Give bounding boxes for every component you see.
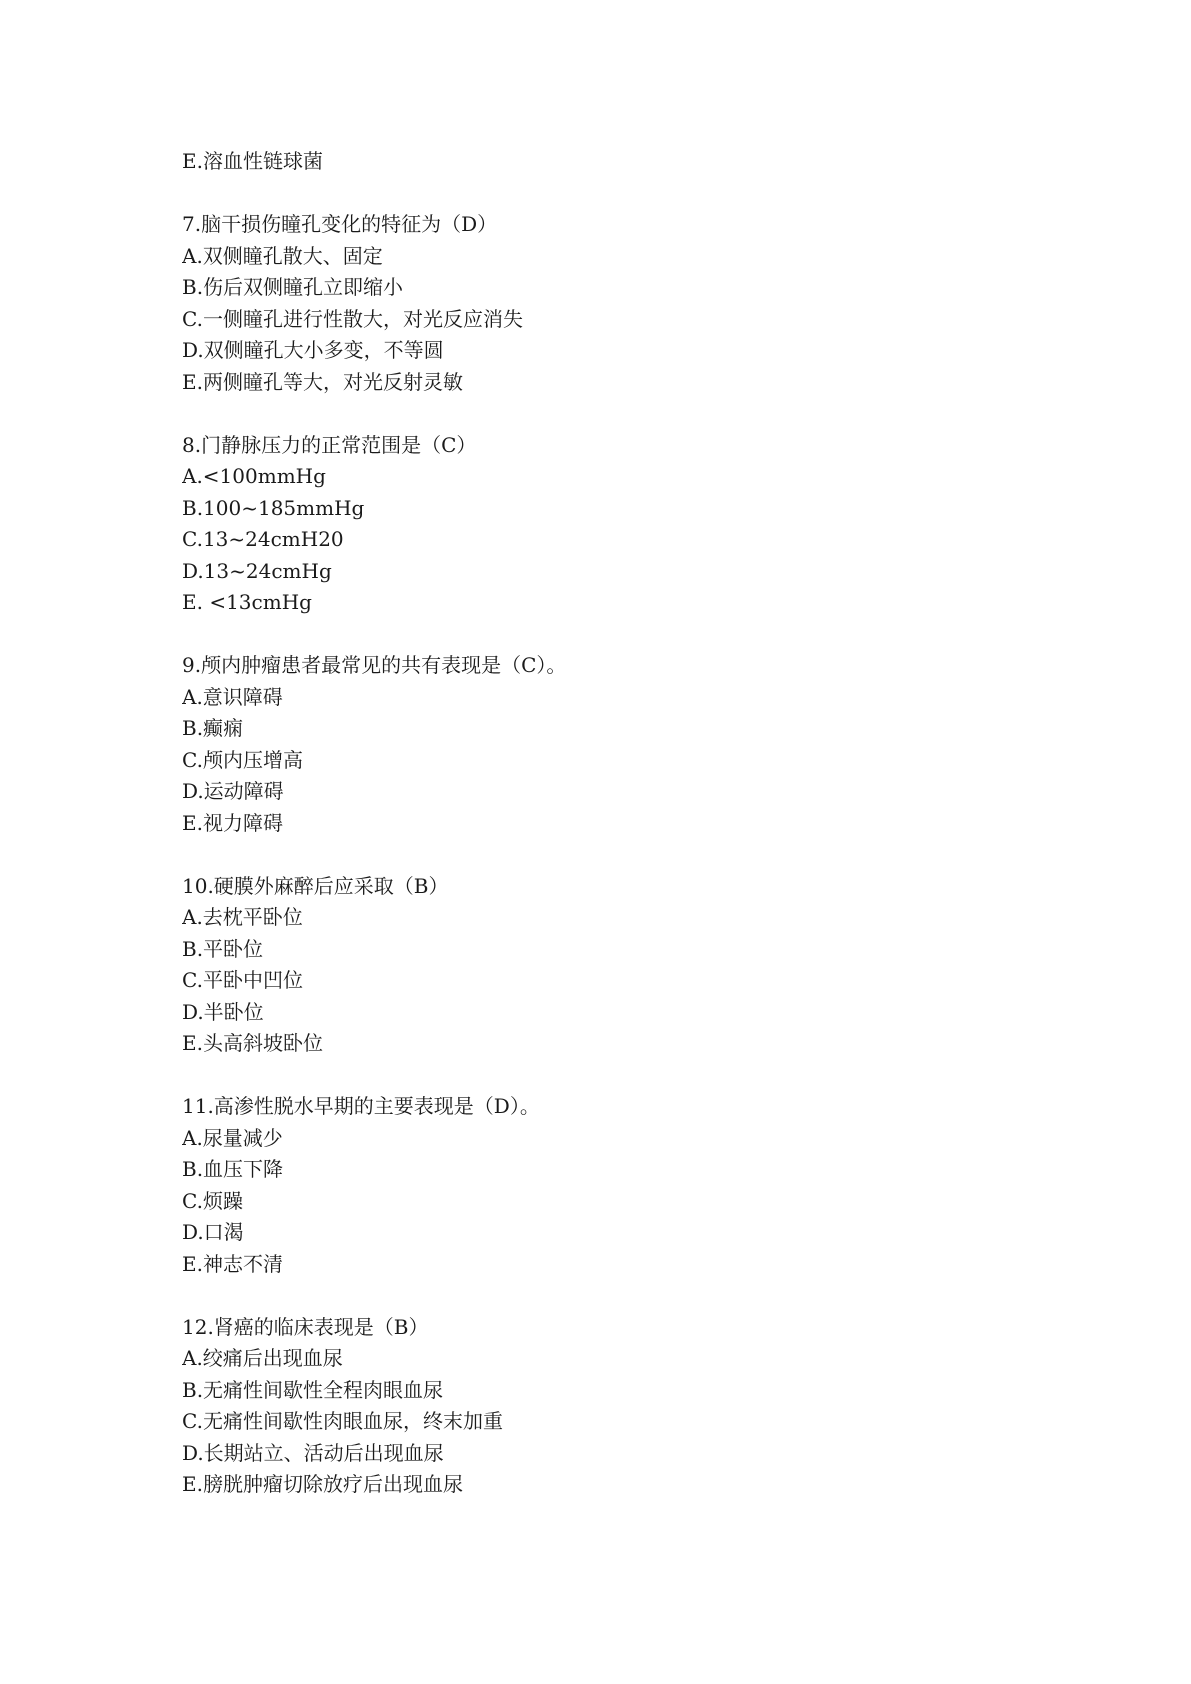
question-stem: 12.肾癌的临床表现是（B） bbox=[182, 1314, 429, 1339]
option-c: C.颅内压增高 bbox=[182, 747, 303, 772]
option-d: D.半卧位 bbox=[182, 999, 264, 1024]
question-stem: 10.硬膜外麻醉后应采取（B） bbox=[182, 873, 449, 898]
option-b: B.无痛性间歇性全程肉眼血尿 bbox=[182, 1377, 444, 1402]
question-list bbox=[182, 146, 1082, 1501]
option-a: A.意识障碍 bbox=[182, 684, 283, 709]
option-e: E. <13cmHg bbox=[182, 590, 312, 614]
question-stem: 7.脑干损伤瞳孔变化的特征为（D） bbox=[182, 212, 498, 236]
option-b: B.平卧位 bbox=[182, 936, 264, 961]
question-9 bbox=[182, 650, 1082, 839]
question-12 bbox=[182, 1312, 1082, 1501]
option-a: A.绞痛后出现血尿 bbox=[182, 1346, 343, 1370]
option-c: C.烦躁 bbox=[182, 1188, 243, 1213]
question-stem: 11.高渗性脱水早期的主要表现是（D）。 bbox=[182, 1094, 540, 1118]
option-e: E.两侧瞳孔等大，对光反射灵敏 bbox=[182, 369, 463, 394]
option-b: B.伤后双侧瞳孔立即缩小 bbox=[182, 275, 404, 299]
option-b: B.血压下降 bbox=[182, 1157, 284, 1181]
option-c: C.一侧瞳孔进行性散大，对光反应消失 bbox=[182, 306, 523, 331]
continuation-option: E.溶血性链球菌 bbox=[182, 149, 323, 173]
option-d: D.长期站立、活动后出现血尿 bbox=[182, 1440, 444, 1465]
question-stem: 9.颅内肿瘤患者最常见的共有表现是（C）。 bbox=[182, 653, 567, 677]
question-spacer bbox=[182, 178, 1082, 210]
option-d: D.13~24cmHg bbox=[182, 558, 332, 583]
option-a: A.尿量减少 bbox=[182, 1125, 283, 1150]
question-spacer bbox=[182, 398, 1082, 430]
option-d: D.运动障碍 bbox=[182, 779, 284, 803]
question-spacer bbox=[182, 1280, 1082, 1312]
question-8 bbox=[182, 430, 1082, 619]
option-c: C.平卧中凹位 bbox=[182, 968, 303, 992]
option-b: B.100~185mmHg bbox=[182, 495, 365, 520]
option-e: E.膀胱肿瘤切除放疗后出现血尿 bbox=[182, 1472, 463, 1496]
option-d: D.双侧瞳孔大小多变，不等圆 bbox=[182, 338, 444, 362]
question-spacer bbox=[182, 619, 1082, 651]
option-e: E.头高斜坡卧位 bbox=[182, 1031, 323, 1055]
option-b: B.癫痫 bbox=[182, 716, 244, 740]
option-a: A.双侧瞳孔散大、固定 bbox=[182, 243, 383, 268]
question-stem: 8.门静脉压力的正常范围是（C） bbox=[182, 432, 477, 457]
option-c: C.13~24cmH20 bbox=[182, 527, 344, 551]
question-spacer bbox=[182, 839, 1082, 871]
option-d: D.口渴 bbox=[182, 1220, 244, 1244]
question-11 bbox=[182, 1091, 1082, 1280]
option-a: A.<100mmHg bbox=[182, 464, 326, 488]
question-spacer bbox=[182, 1060, 1082, 1092]
option-c: C.无痛性间歇性肉眼血尿，终末加重 bbox=[182, 1409, 503, 1433]
option-e: E.视力障碍 bbox=[182, 810, 283, 835]
option-e: E.神志不清 bbox=[182, 1251, 283, 1276]
option-a: A.去枕平卧位 bbox=[182, 905, 303, 929]
question-10 bbox=[182, 871, 1082, 1060]
question-7 bbox=[182, 209, 1082, 398]
